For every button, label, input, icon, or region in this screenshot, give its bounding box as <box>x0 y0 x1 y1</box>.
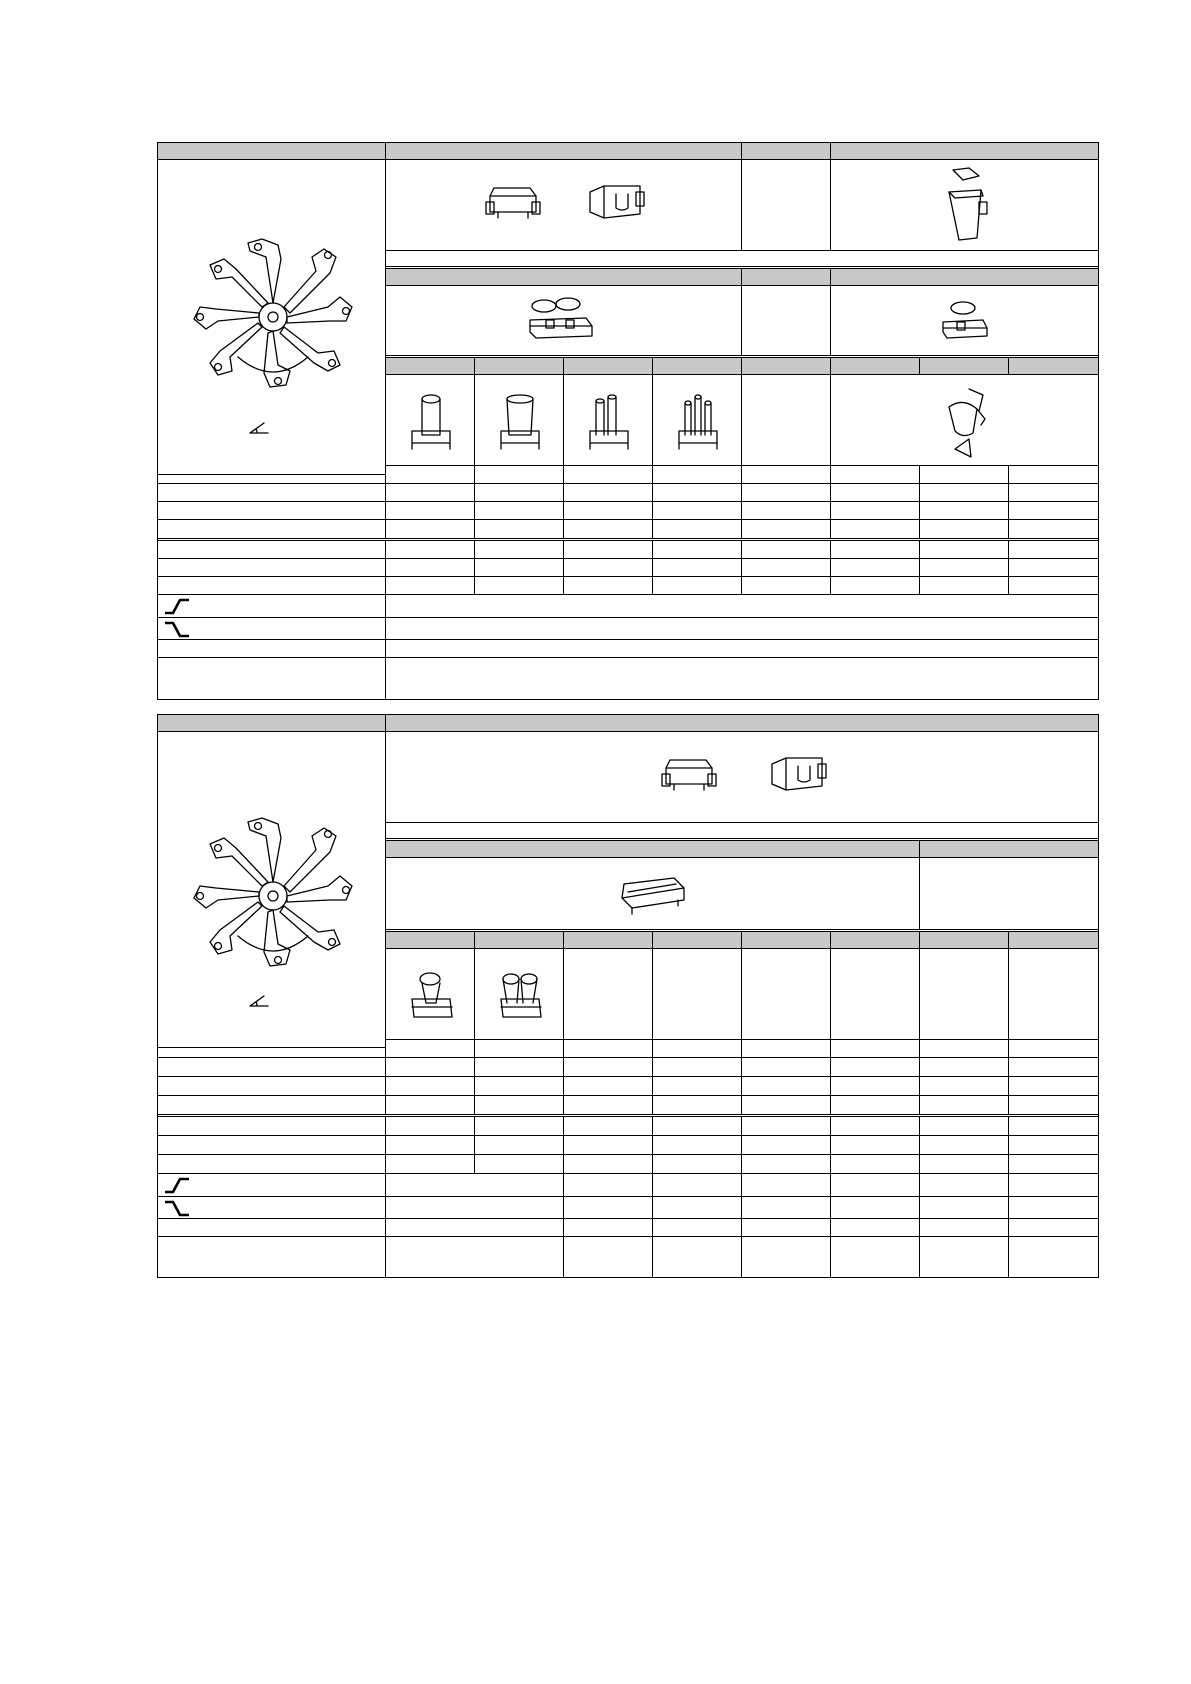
data-row <box>158 520 1098 541</box>
rotor-drawing <box>178 816 368 976</box>
bucket-icon <box>586 178 646 224</box>
angle-symbol <box>248 421 270 435</box>
acceleration-row <box>158 1174 1098 1197</box>
rotor-table-1 <box>157 142 1099 700</box>
data-row <box>158 1136 1098 1155</box>
tube-adapter-icon-2 <box>495 969 545 1023</box>
plate-carrier-icon <box>526 296 596 344</box>
data-row <box>158 502 1098 520</box>
plate-carrier-icon-2 <box>939 298 989 342</box>
rotor-image-cell <box>158 732 386 1048</box>
data-row <box>158 658 1098 699</box>
plate-carrier-row <box>386 286 1098 358</box>
rack-adapter-icon <box>660 754 720 794</box>
multi-tube-adapter-icon <box>586 391 632 455</box>
conical-adapter-icon <box>939 389 989 459</box>
header-row-2 <box>386 841 1098 858</box>
deceleration-ramp-icon <box>164 1200 190 1216</box>
rotor-image-cell <box>158 159 386 475</box>
data-row <box>158 1219 1098 1237</box>
acceleration-row <box>158 595 1098 618</box>
acceleration-ramp-icon <box>164 598 190 614</box>
bucket-image-row <box>386 732 1098 823</box>
deceleration-row <box>158 1197 1098 1219</box>
header-row <box>158 715 1098 732</box>
data-row <box>158 1058 1098 1077</box>
multi-tube-adapter-icon-2 <box>675 391 721 455</box>
header-row-2 <box>386 269 1098 286</box>
tube-adapter-icon-2 <box>497 391 543 455</box>
data-row <box>158 1155 1098 1174</box>
data-row <box>158 1077 1098 1096</box>
header-row-3 <box>386 358 1098 375</box>
adapter-image-row <box>386 375 1098 466</box>
tube-adapter-icon <box>406 969 456 1023</box>
rotor-table-2 <box>157 714 1099 1278</box>
data-row <box>158 1040 1098 1058</box>
data-row <box>158 1117 1098 1136</box>
separator-row <box>386 823 1098 841</box>
data-row <box>158 1237 1098 1277</box>
deceleration-row <box>158 618 1098 640</box>
header-row-3 <box>386 932 1098 949</box>
plate-carrier-row <box>386 858 1098 932</box>
data-row <box>158 541 1098 559</box>
data-row <box>158 559 1098 577</box>
conical-bucket-icon <box>939 168 989 242</box>
deceleration-ramp-icon <box>164 621 190 637</box>
adapter-image-row <box>386 949 1098 1040</box>
bucket-image-row <box>386 160 1098 251</box>
tube-adapter-icon <box>408 391 454 455</box>
data-row <box>158 577 1098 595</box>
data-row <box>158 640 1098 658</box>
rack-adapter-icon <box>484 182 544 222</box>
plate-carrier-icon <box>618 870 688 916</box>
data-row <box>158 1096 1098 1117</box>
acceleration-ramp-icon <box>164 1177 190 1193</box>
rotor-drawing <box>178 237 368 397</box>
data-row <box>158 484 1098 502</box>
angle-symbol <box>248 994 270 1008</box>
bucket-icon <box>768 750 828 796</box>
separator-row <box>386 251 1098 269</box>
data-row <box>158 466 1098 484</box>
header-row <box>158 143 1098 160</box>
